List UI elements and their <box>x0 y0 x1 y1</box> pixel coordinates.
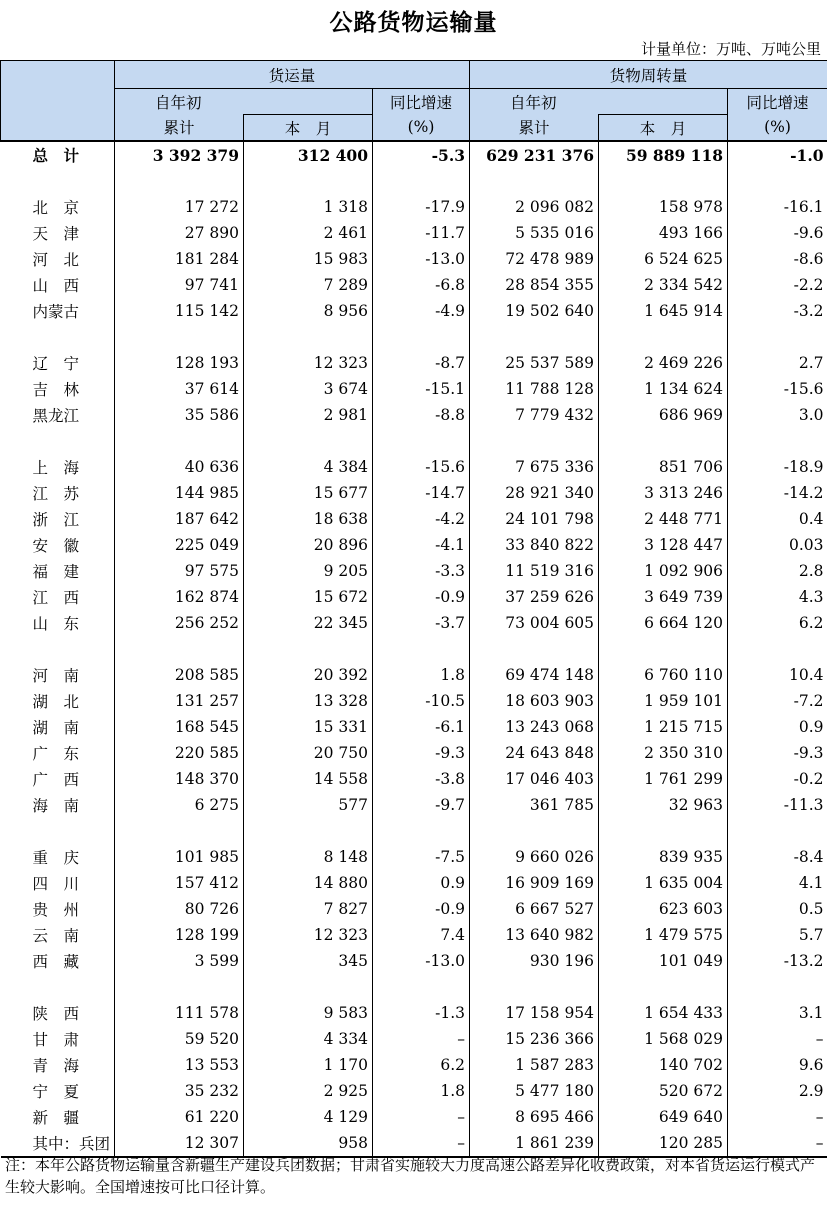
footnote: 注：本年公路货物运输量含新疆生产建设兵团数据；甘肃省实施较大力度高速公路差异化收费政策，对本省货运运行模式产生较大影响。全国增速按可比口径计算。 <box>5 1156 816 1196</box>
month-turnover-cell: 2 334 542 <box>599 272 728 298</box>
spacer-row <box>1 168 827 194</box>
region-name: 西 藏 <box>32 953 80 971</box>
yoy-volume-cell: -8.7 <box>373 350 470 376</box>
region-name: 青 海 <box>32 1057 80 1075</box>
yoy-turnover-cell: 4.1 <box>728 870 827 896</box>
month-volume-cell: 958 <box>244 1130 373 1157</box>
ytd-volume-cell: 97 575 <box>115 558 244 584</box>
yoy-turnover-cell: 2.7 <box>728 350 827 376</box>
table-row <box>1 194 827 220</box>
month-turnover-cell: 158 978 <box>599 194 728 220</box>
yoy-turnover-cell: 2.9 <box>728 1078 827 1104</box>
ytd-volume-cell: 131 257 <box>115 688 244 714</box>
yoy-volume-cell: -4.2 <box>373 506 470 532</box>
month-volume-cell: 18 638 <box>244 506 373 532</box>
month-turnover-cell: 3 313 246 <box>599 480 728 506</box>
month-volume-cell: 14 880 <box>244 870 373 896</box>
yoy-turnover-cell: -13.2 <box>728 948 827 974</box>
yoy-turnover-cell: -14.2 <box>728 480 827 506</box>
header-yoy-turnover: 同比增速 <box>728 89 827 115</box>
ytd-volume-cell: 61 220 <box>115 1104 244 1130</box>
yoy-turnover-cell: 0.9 <box>728 714 827 740</box>
region-name: 内蒙古 <box>32 303 80 321</box>
month-volume-cell: 20 896 <box>244 532 373 558</box>
ytd-volume-cell: 144 985 <box>115 480 244 506</box>
ytd-turnover-cell: 17 158 954 <box>470 1000 599 1026</box>
table-row <box>1 480 827 506</box>
ytd-turnover-cell: 37 259 626 <box>470 584 599 610</box>
header-freight-volume: 货运量 <box>115 61 470 89</box>
ytd-volume-cell: 17 272 <box>115 194 244 220</box>
month-volume-cell: 1 318 <box>244 194 373 220</box>
month-volume-cell: 2 461 <box>244 220 373 246</box>
yoy-volume-cell: -13.0 <box>373 246 470 272</box>
yoy-volume-cell: -7.5 <box>373 844 470 870</box>
month-volume-cell: 13 328 <box>244 688 373 714</box>
month-turnover-cell: 1 479 575 <box>599 922 728 948</box>
ytd-volume-cell: 157 412 <box>115 870 244 896</box>
month-turnover-cell: 3 649 739 <box>599 584 728 610</box>
ytd-volume-cell: 162 874 <box>115 584 244 610</box>
header-pct-turnover: (%) <box>728 115 827 142</box>
month-turnover-cell: 32 963 <box>599 792 728 818</box>
month-turnover-cell: 59 889 118 <box>599 141 728 168</box>
ytd-turnover-cell: 16 909 169 <box>470 870 599 896</box>
table-row <box>1 1104 827 1130</box>
ytd-volume-cell: 220 585 <box>115 740 244 766</box>
month-volume-cell: 14 558 <box>244 766 373 792</box>
region-name: 海 南 <box>32 797 80 815</box>
table-row <box>1 714 827 740</box>
yoy-turnover-cell: 0.4 <box>728 506 827 532</box>
region-name: 新 疆 <box>32 1109 80 1127</box>
ytd-volume-cell: 37 614 <box>115 376 244 402</box>
yoy-volume-cell: -3.3 <box>373 558 470 584</box>
table-row <box>1 558 827 584</box>
ytd-volume-cell: 97 741 <box>115 272 244 298</box>
ytd-turnover-cell: 33 840 822 <box>470 532 599 558</box>
ytd-turnover-cell: 361 785 <box>470 792 599 818</box>
yoy-volume-cell: -17.9 <box>373 194 470 220</box>
ytd-turnover-cell: 17 046 403 <box>470 766 599 792</box>
month-turnover-cell: 1 635 004 <box>599 870 728 896</box>
unit-label: 计量单位：万吨、万吨公里 <box>640 40 821 58</box>
ytd-turnover-cell: 5 535 016 <box>470 220 599 246</box>
region-name: 湖 南 <box>32 719 80 737</box>
month-volume-cell: 8 956 <box>244 298 373 324</box>
yoy-turnover-cell: 0.03 <box>728 532 827 558</box>
ytd-volume-cell: 128 199 <box>115 922 244 948</box>
month-turnover-cell: 1 134 624 <box>599 376 728 402</box>
ytd-volume-cell: 12 307 <box>115 1130 244 1157</box>
yoy-turnover-cell: 3.0 <box>728 402 827 428</box>
region-name: 广 西 <box>32 771 80 789</box>
spacer-row <box>1 636 827 662</box>
yoy-volume-cell: -0.9 <box>373 896 470 922</box>
ytd-turnover-cell: 930 196 <box>470 948 599 974</box>
table-row <box>1 1000 827 1026</box>
region-name: 总 计 <box>1 141 115 168</box>
ytd-turnover-cell: 15 236 366 <box>470 1026 599 1052</box>
table-header <box>1 61 827 142</box>
region-name: 上 海 <box>32 459 80 477</box>
ytd-volume-cell: 111 578 <box>115 1000 244 1026</box>
region-name: 其中：兵团 <box>1 1130 115 1157</box>
table-row <box>1 896 827 922</box>
ytd-turnover-cell: 25 537 589 <box>470 350 599 376</box>
table-row <box>1 141 827 168</box>
month-volume-cell: 4 129 <box>244 1104 373 1130</box>
month-turnover-cell: 3 128 447 <box>599 532 728 558</box>
ytd-turnover-cell: 8 695 466 <box>470 1104 599 1130</box>
month-turnover-cell: 2 448 771 <box>599 506 728 532</box>
ytd-turnover-cell: 7 675 336 <box>470 454 599 480</box>
region-name: 湖 北 <box>32 693 80 711</box>
page-title: 公路货物运输量 <box>329 9 498 36</box>
region-name: 山 东 <box>32 615 80 633</box>
yoy-volume-cell: -3.8 <box>373 766 470 792</box>
month-turnover-cell: 101 049 <box>599 948 728 974</box>
yoy-volume-cell: -9.7 <box>373 792 470 818</box>
table-row <box>1 662 827 688</box>
ytd-volume-cell: 128 193 <box>115 350 244 376</box>
yoy-volume-cell: -4.9 <box>373 298 470 324</box>
ytd-turnover-cell: 73 004 605 <box>470 610 599 636</box>
region-name: 重 庆 <box>32 849 80 867</box>
month-turnover-cell: 1 761 299 <box>599 766 728 792</box>
ytd-turnover-cell: 13 640 982 <box>470 922 599 948</box>
yoy-turnover-cell: -15.6 <box>728 376 827 402</box>
month-turnover-cell: 686 969 <box>599 402 728 428</box>
month-turnover-cell: 6 524 625 <box>599 246 728 272</box>
header-freight-turnover: 货物周转量 <box>470 61 827 89</box>
table-row <box>1 350 827 376</box>
month-turnover-cell: 6 664 120 <box>599 610 728 636</box>
month-volume-cell: 4 384 <box>244 454 373 480</box>
yoy-turnover-cell: 3.1 <box>728 1000 827 1026</box>
month-volume-cell: 9 583 <box>244 1000 373 1026</box>
ytd-turnover-cell: 7 779 432 <box>470 402 599 428</box>
ytd-volume-cell: 59 520 <box>115 1026 244 1052</box>
header-cum-volume: 累计 <box>115 115 244 142</box>
header-month-turnover: 本 月 <box>599 115 728 142</box>
month-volume-cell: 15 677 <box>244 480 373 506</box>
table-row <box>1 454 827 480</box>
table-row <box>1 376 827 402</box>
region-name: 四 川 <box>32 875 80 893</box>
region-name: 贵 州 <box>32 901 80 919</box>
table-row <box>1 220 827 246</box>
ytd-turnover-cell: 9 660 026 <box>470 844 599 870</box>
header-pct-volume: (%) <box>373 115 470 142</box>
yoy-turnover-cell: -9.6 <box>728 220 827 246</box>
yoy-volume-cell: -1.3 <box>373 1000 470 1026</box>
yoy-turnover-cell: -16.1 <box>728 194 827 220</box>
table-row <box>1 948 827 974</box>
month-turnover-cell: 493 166 <box>599 220 728 246</box>
region-name: 云 南 <box>32 927 80 945</box>
table-row <box>1 1026 827 1052</box>
month-turnover-cell: 1 645 914 <box>599 298 728 324</box>
table-row <box>1 688 827 714</box>
yoy-turnover-cell: -8.6 <box>728 246 827 272</box>
ytd-turnover-cell: 13 243 068 <box>470 714 599 740</box>
month-volume-cell: 2 925 <box>244 1078 373 1104</box>
spacer-row <box>1 428 827 454</box>
month-volume-cell: 12 323 <box>244 350 373 376</box>
table-row <box>1 1052 827 1078</box>
region-name: 浙 江 <box>32 511 80 529</box>
ytd-volume-cell: 181 284 <box>115 246 244 272</box>
month-turnover-cell: 2 469 226 <box>599 350 728 376</box>
yoy-volume-cell: -3.7 <box>373 610 470 636</box>
table-row <box>1 792 827 818</box>
yoy-turnover-cell: 10.4 <box>728 662 827 688</box>
region-name: 黑龙江 <box>32 407 80 425</box>
month-turnover-cell: 140 702 <box>599 1052 728 1078</box>
month-turnover-cell: 1 568 029 <box>599 1026 728 1052</box>
spacer-row <box>1 974 827 1000</box>
ytd-volume-cell: 40 636 <box>115 454 244 480</box>
month-volume-cell: 312 400 <box>244 141 373 168</box>
ytd-turnover-cell: 24 101 798 <box>470 506 599 532</box>
ytd-turnover-cell: 11 788 128 <box>470 376 599 402</box>
header-ytd-volume: 自年初 <box>115 89 373 115</box>
yoy-turnover-cell: – <box>728 1130 827 1157</box>
month-volume-cell: 22 345 <box>244 610 373 636</box>
ytd-turnover-cell: 28 921 340 <box>470 480 599 506</box>
yoy-turnover-cell: -2.2 <box>728 272 827 298</box>
yoy-volume-cell: 1.8 <box>373 662 470 688</box>
ytd-volume-cell: 35 232 <box>115 1078 244 1104</box>
month-turnover-cell: 851 706 <box>599 454 728 480</box>
yoy-turnover-cell: -9.3 <box>728 740 827 766</box>
region-name: 山 西 <box>32 277 80 295</box>
table-row <box>1 1130 827 1157</box>
yoy-turnover-cell: -0.2 <box>728 766 827 792</box>
yoy-volume-cell: – <box>373 1130 470 1157</box>
ytd-turnover-cell: 6 667 527 <box>470 896 599 922</box>
ytd-turnover-cell: 28 854 355 <box>470 272 599 298</box>
table-row <box>1 922 827 948</box>
table-row <box>1 870 827 896</box>
yoy-turnover-cell: 5.7 <box>728 922 827 948</box>
month-volume-cell: 15 331 <box>244 714 373 740</box>
yoy-volume-cell: -0.9 <box>373 584 470 610</box>
yoy-turnover-cell: -7.2 <box>728 688 827 714</box>
yoy-turnover-cell: -18.9 <box>728 454 827 480</box>
spacer-row <box>1 818 827 844</box>
table-row <box>1 272 827 298</box>
ytd-volume-cell: 187 642 <box>115 506 244 532</box>
table-row <box>1 1078 827 1104</box>
month-turnover-cell: 520 672 <box>599 1078 728 1104</box>
table-row <box>1 844 827 870</box>
yoy-turnover-cell: – <box>728 1104 827 1130</box>
month-turnover-cell: 1 654 433 <box>599 1000 728 1026</box>
ytd-turnover-cell: 18 603 903 <box>470 688 599 714</box>
region-name: 广 东 <box>32 745 80 763</box>
ytd-volume-cell: 225 049 <box>115 532 244 558</box>
yoy-volume-cell: – <box>373 1026 470 1052</box>
yoy-turnover-cell: 6.2 <box>728 610 827 636</box>
month-volume-cell: 7 289 <box>244 272 373 298</box>
region-header-cell <box>1 61 115 142</box>
table-row <box>1 740 827 766</box>
ytd-turnover-cell: 72 478 989 <box>470 246 599 272</box>
ytd-turnover-cell: 69 474 148 <box>470 662 599 688</box>
month-volume-cell: 20 392 <box>244 662 373 688</box>
table-body <box>1 141 827 1157</box>
ytd-volume-cell: 3 392 379 <box>115 141 244 168</box>
yoy-volume-cell: -11.7 <box>373 220 470 246</box>
yoy-volume-cell: 7.4 <box>373 922 470 948</box>
region-name: 河 北 <box>32 251 80 269</box>
month-volume-cell: 20 750 <box>244 740 373 766</box>
table-row <box>1 610 827 636</box>
region-name: 宁 夏 <box>32 1083 80 1101</box>
month-volume-cell: 345 <box>244 948 373 974</box>
yoy-volume-cell: 0.9 <box>373 870 470 896</box>
header-month-volume: 本 月 <box>244 115 373 142</box>
yoy-volume-cell: -15.6 <box>373 454 470 480</box>
month-turnover-cell: 839 935 <box>599 844 728 870</box>
month-volume-cell: 1 170 <box>244 1052 373 1078</box>
region-name: 吉 林 <box>32 381 80 399</box>
yoy-volume-cell: -14.7 <box>373 480 470 506</box>
table-row <box>1 766 827 792</box>
yoy-turnover-cell: -3.2 <box>728 298 827 324</box>
ytd-volume-cell: 13 553 <box>115 1052 244 1078</box>
month-volume-cell: 2 981 <box>244 402 373 428</box>
region-name: 天 津 <box>32 225 80 243</box>
month-turnover-cell: 1 215 715 <box>599 714 728 740</box>
yoy-volume-cell: -6.8 <box>373 272 470 298</box>
yoy-volume-cell: -9.3 <box>373 740 470 766</box>
ytd-volume-cell: 168 545 <box>115 714 244 740</box>
yoy-volume-cell: 1.8 <box>373 1078 470 1104</box>
yoy-volume-cell: -6.1 <box>373 714 470 740</box>
region-name: 福 建 <box>32 563 80 581</box>
region-name: 江 苏 <box>32 485 80 503</box>
ytd-turnover-cell: 1 861 239 <box>470 1130 599 1157</box>
region-name: 河 南 <box>32 667 80 685</box>
ytd-turnover-cell: 2 096 082 <box>470 194 599 220</box>
header-yoy-volume: 同比增速 <box>373 89 470 115</box>
month-volume-cell: 577 <box>244 792 373 818</box>
region-name: 甘 肃 <box>32 1031 80 1049</box>
ytd-volume-cell: 6 275 <box>115 792 244 818</box>
yoy-turnover-cell: -11.3 <box>728 792 827 818</box>
month-volume-cell: 8 148 <box>244 844 373 870</box>
month-volume-cell: 12 323 <box>244 922 373 948</box>
ytd-turnover-cell: 629 231 376 <box>470 141 599 168</box>
month-turnover-cell: 2 350 310 <box>599 740 728 766</box>
month-turnover-cell: 1 092 906 <box>599 558 728 584</box>
region-name: 陕 西 <box>32 1005 80 1023</box>
ytd-turnover-cell: 5 477 180 <box>470 1078 599 1104</box>
month-turnover-cell: 6 760 110 <box>599 662 728 688</box>
table-row <box>1 246 827 272</box>
ytd-volume-cell: 115 142 <box>115 298 244 324</box>
yoy-turnover-cell: -1.0 <box>728 141 827 168</box>
month-turnover-cell: 623 603 <box>599 896 728 922</box>
yoy-volume-cell: – <box>373 1104 470 1130</box>
yoy-volume-cell: -13.0 <box>373 948 470 974</box>
yoy-volume-cell: 6.2 <box>373 1052 470 1078</box>
header-cum-turnover: 累计 <box>470 115 599 142</box>
ytd-turnover-cell: 11 519 316 <box>470 558 599 584</box>
yoy-turnover-cell: -8.4 <box>728 844 827 870</box>
header-ytd-turnover: 自年初 <box>470 89 728 115</box>
ytd-turnover-cell: 19 502 640 <box>470 298 599 324</box>
ytd-volume-cell: 27 890 <box>115 220 244 246</box>
yoy-volume-cell: -15.1 <box>373 376 470 402</box>
table-row <box>1 298 827 324</box>
month-turnover-cell: 649 640 <box>599 1104 728 1130</box>
yoy-turnover-cell: 4.3 <box>728 584 827 610</box>
ytd-volume-cell: 101 985 <box>115 844 244 870</box>
yoy-volume-cell: -5.3 <box>373 141 470 168</box>
table-row <box>1 532 827 558</box>
yoy-turnover-cell: 0.5 <box>728 896 827 922</box>
freight-table <box>0 60 827 1158</box>
region-name: 江 西 <box>32 589 80 607</box>
yoy-volume-cell: -10.5 <box>373 688 470 714</box>
yoy-turnover-cell: 2.8 <box>728 558 827 584</box>
ytd-turnover-cell: 1 587 283 <box>470 1052 599 1078</box>
yoy-turnover-cell: – <box>728 1026 827 1052</box>
ytd-volume-cell: 208 585 <box>115 662 244 688</box>
table-row <box>1 402 827 428</box>
ytd-volume-cell: 256 252 <box>115 610 244 636</box>
ytd-volume-cell: 3 599 <box>115 948 244 974</box>
yoy-volume-cell: -4.1 <box>373 532 470 558</box>
region-name: 辽 宁 <box>32 355 80 373</box>
ytd-volume-cell: 148 370 <box>115 766 244 792</box>
month-turnover-cell: 120 285 <box>599 1130 728 1157</box>
region-name: 北 京 <box>32 199 80 217</box>
table-row <box>1 584 827 610</box>
month-volume-cell: 3 674 <box>244 376 373 402</box>
yoy-turnover-cell: 9.6 <box>728 1052 827 1078</box>
month-volume-cell: 15 672 <box>244 584 373 610</box>
month-volume-cell: 9 205 <box>244 558 373 584</box>
region-name: 安 徽 <box>32 537 80 555</box>
table-row <box>1 506 827 532</box>
ytd-volume-cell: 80 726 <box>115 896 244 922</box>
yoy-volume-cell: -8.8 <box>373 402 470 428</box>
spacer-row <box>1 324 827 350</box>
month-volume-cell: 4 334 <box>244 1026 373 1052</box>
ytd-volume-cell: 35 586 <box>115 402 244 428</box>
month-volume-cell: 7 827 <box>244 896 373 922</box>
month-turnover-cell: 1 959 101 <box>599 688 728 714</box>
ytd-turnover-cell: 24 643 848 <box>470 740 599 766</box>
month-volume-cell: 15 983 <box>244 246 373 272</box>
